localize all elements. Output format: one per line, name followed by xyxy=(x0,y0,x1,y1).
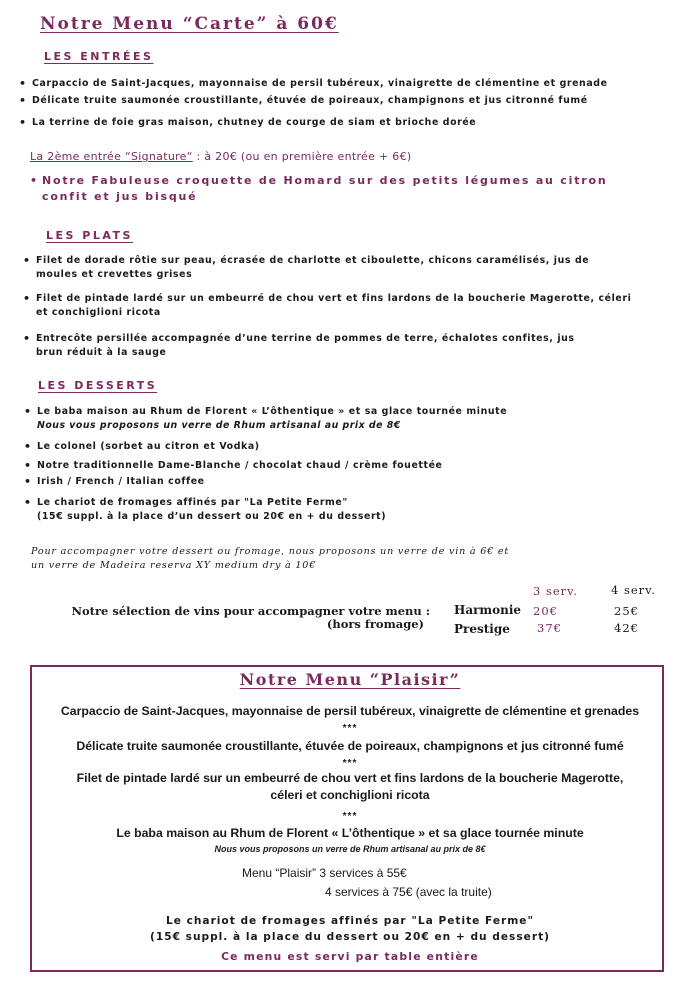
plat-item: • Filet de pintade lardé sur un embeurré de chou vert et fins lardons de la boucherie Magerotte, céleri et conchiglioni ricota xyxy=(36,292,636,320)
plat-item: • Filet de dorade rôtie sur peau, écrasée de charlotte et ciboulette, chicons caramélisés, jus de moules et crevettes grises xyxy=(36,254,596,282)
accompany-line: Pour accompagner votre dessert ou fromage, nous proposons un verre de vin à 6€ et xyxy=(31,546,510,557)
wine-selection-label xyxy=(40,605,430,631)
cheese-text: • Le chariot de fromages affinés par "La Petite Ferme" xyxy=(37,497,348,508)
wine-name-harmonie: Harmonie xyxy=(454,603,522,617)
wine-price-prestige-3: 37€ xyxy=(537,621,562,635)
plaisir-price-3: Menu “Plaisir” 3 services à 55€ xyxy=(242,866,407,880)
plaisir-course-1: Carpaccio de Saint-Jacques, mayonnaise de persil tubéreux, vinaigrette de clémentine et grenades xyxy=(60,704,640,718)
plaisir-course-3 xyxy=(0,770,700,804)
baba-rhum-note: Nous vous proposons un verre de Rhum artisanal au prix de 8€ xyxy=(37,420,401,431)
signature-title xyxy=(30,150,412,163)
signature-label: La 2ème entrée “Signature“ xyxy=(30,150,193,163)
dessert-item-baba xyxy=(37,405,597,433)
entree-item: • Carpaccio de Saint-Jacques, mayonnaise de persil tubéreux, vinaigrette de clémentine et grenade xyxy=(32,77,672,91)
course-3-line: céleri et conchiglioni ricota xyxy=(270,788,430,802)
cheese-note: (15€ suppl. à la place d’un dessert ou 20€ en + du dessert) xyxy=(37,511,387,522)
desserts-heading: LES DESSERTS xyxy=(38,379,158,392)
signature-item: • Notre Fabuleuse croquette de Homard sur des petits légumes au citron confit et jus bisqué xyxy=(42,173,622,205)
dessert-item: • Notre traditionnelle Dame-Blanche / chocolat chaud / crème fouettée xyxy=(37,459,597,473)
wine-name-prestige: Prestige xyxy=(454,622,510,636)
plaisir-separator: *** xyxy=(342,811,358,822)
plaisir-rhum-note: Nous vous proposons un verre de Rhum artisanal au prix de 8€ xyxy=(214,844,486,854)
plaisir-course-2: Délicate truite saumonée croustillante, étuvée de poireaux, champignons et jus citronné fumé xyxy=(76,739,624,753)
cheese-line: (15€ suppl. à la place du dessert ou 20€ en + du dessert) xyxy=(150,931,550,943)
dessert-item-cheese xyxy=(37,496,597,524)
plaisir-price-4: 4 services à 75€ (avec la truite) xyxy=(325,885,492,899)
plaisir-cheese xyxy=(0,913,700,945)
plaisir-course-4: Le baba maison au Rhum de Florent « L’ôthentique » et sa glace tournée minute xyxy=(116,826,584,840)
signature-price: : à 20€ (ou en première entrée + 6€) xyxy=(192,150,412,163)
plat-item: • Entrecôte persillée accompagnée d’une terrine de pommes de terre, échalotes confites, jus brun réduit à la sauge xyxy=(36,332,596,360)
course-3-line: Filet de pintade lardé sur un embeurré de chou vert et fins lardons de la boucherie Magerotte, xyxy=(76,771,624,785)
carte-title: Notre Menu “Carte” à 60€ xyxy=(40,14,339,34)
wine-col-3serv: 3 serv. xyxy=(533,584,578,598)
baba-text: Le baba maison au Rhum de Florent « L’ôthentique » et sa glace tournée minute xyxy=(37,406,508,417)
cheese-line: Le chariot de fromages affinés par "La Petite Ferme" xyxy=(165,915,534,927)
entrees-heading: LES ENTRÉES xyxy=(44,50,154,63)
entree-item: • La terrine de foie gras maison, chutney de courge de siam et brioche dorée xyxy=(32,116,672,130)
wine-label-line: (hors fromage) xyxy=(326,617,424,631)
plaisir-title: Notre Menu “Plaisir” xyxy=(239,670,461,689)
accompany-line: un verre de Madeira reserva XY medium dry à 10€ xyxy=(31,560,317,571)
wine-price-harmonie-4: 25€ xyxy=(614,604,639,618)
plaisir-footer-note: Ce menu est servi par table entière xyxy=(221,950,479,963)
wine-label-line: Notre sélection de vins pour accompagner votre menu : xyxy=(71,604,430,618)
dessert-item: • Le colonel (sorbet au citron et Vodka) xyxy=(37,440,597,454)
dessert-item: • Irish / French / Italian coffee xyxy=(37,475,597,489)
plaisir-separator: *** xyxy=(342,758,358,769)
wine-col-4serv: 4 serv. xyxy=(611,583,656,597)
plats-heading: LES PLATS xyxy=(46,229,133,242)
plaisir-separator: *** xyxy=(342,723,358,734)
entree-item: • Délicate truite saumonée croustillante, étuvée de poireaux, champignons et jus citronné fumé xyxy=(32,94,672,108)
wine-price-harmonie-3: 20€ xyxy=(533,604,558,618)
wine-price-prestige-4: 42€ xyxy=(614,621,639,635)
accompany-note xyxy=(31,545,591,573)
